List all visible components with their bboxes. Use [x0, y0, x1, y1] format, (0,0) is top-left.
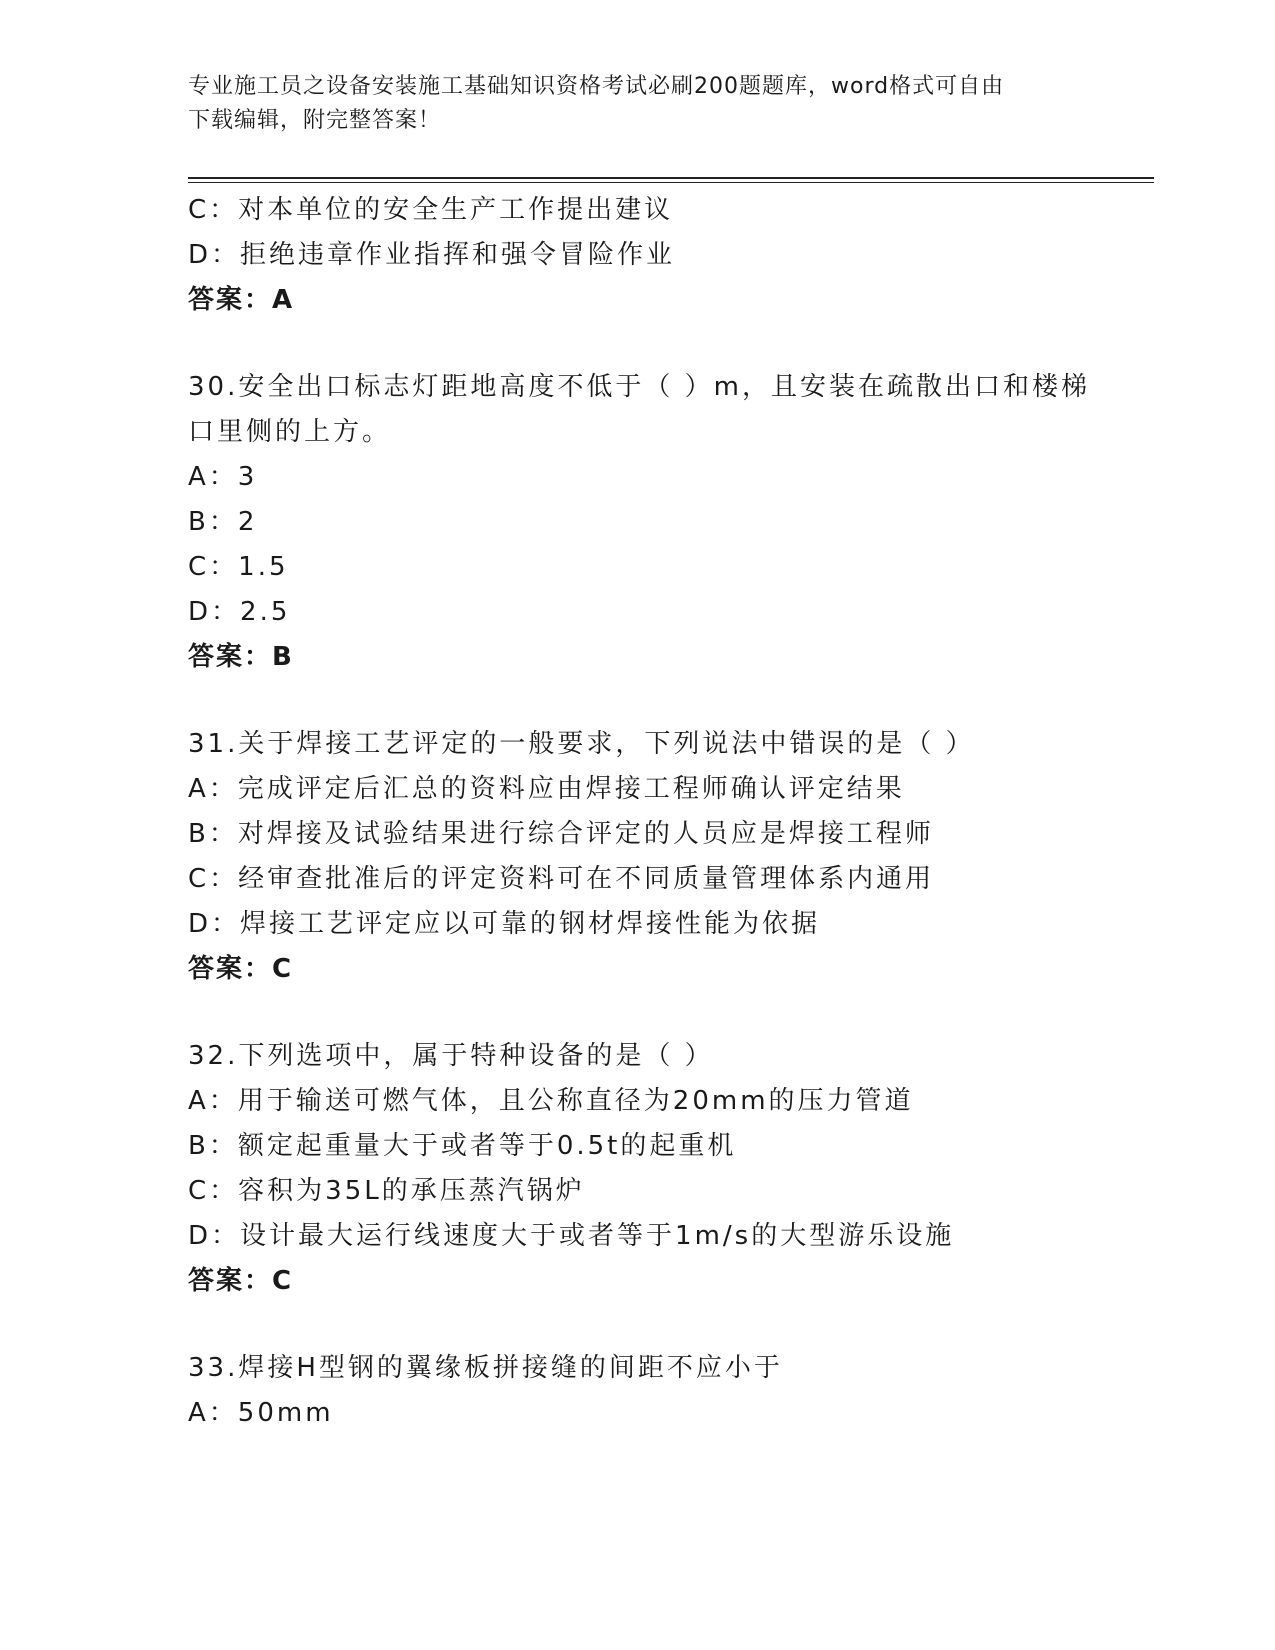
- answer-label: 答案：C: [188, 1266, 294, 1296]
- header-divider-thick: [188, 177, 1154, 179]
- answer-label: 答案：B: [188, 642, 294, 672]
- header-line-1: 专业施工员之设备安装施工基础知识资格考试必刷200题题库，word格式可自由: [188, 74, 1005, 99]
- option-d: D：焊接工艺评定应以可靠的钢材焊接性能为依据: [188, 909, 821, 939]
- option-a: A：3: [188, 462, 258, 492]
- option-d: D：2.5: [188, 597, 291, 627]
- answer-label: 答案：C: [188, 954, 294, 984]
- question-stem: 32.下列选项中，属于特种设备的是（ ）: [188, 1041, 714, 1071]
- question-stem-continued: 口里侧的上方。: [188, 417, 392, 447]
- option-c: C：1.5: [188, 552, 289, 582]
- option-b: B：对焊接及试验结果进行综合评定的人员应是焊接工程师: [188, 819, 934, 849]
- answer-label: 答案：A: [188, 285, 295, 315]
- option-b: B：2: [188, 507, 258, 537]
- option-c: C：对本单位的安全生产工作提出建议: [188, 195, 674, 225]
- question-stem: 30.安全出口标志灯距地高度不低于（ ）m，且安装在疏散出口和楼梯: [188, 372, 1090, 402]
- document-header: [188, 70, 1068, 138]
- option-c: C：经审查批准后的评定资料可在不同质量管理体系内通用: [188, 864, 935, 894]
- option-c: C：容积为35L的承压蒸汽锅炉: [188, 1176, 585, 1206]
- header-line-2: 下载编辑，附完整答案！: [188, 108, 442, 133]
- header-divider-thin: [188, 182, 1154, 183]
- option-a: A：完成评定后汇总的资料应由焊接工程师确认评定结果: [188, 774, 905, 804]
- option-d: D：拒绝违章作业指挥和强令冒险作业: [188, 240, 676, 270]
- question-stem: 31.关于焊接工艺评定的一般要求，下列说法中错误的是（ ）: [188, 729, 975, 759]
- question-stem: 33.焊接H型钢的翼缘板拼接缝的间距不应小于: [188, 1353, 783, 1383]
- option-d: D：设计最大运行线速度大于或者等于1m/s的大型游乐设施: [188, 1221, 955, 1251]
- option-a: A：50mm: [188, 1398, 334, 1428]
- option-a: A：用于输送可燃气体，且公称直径为20mm的压力管道: [188, 1086, 914, 1116]
- option-b: B：额定起重量大于或者等于0.5t的起重机: [188, 1131, 737, 1161]
